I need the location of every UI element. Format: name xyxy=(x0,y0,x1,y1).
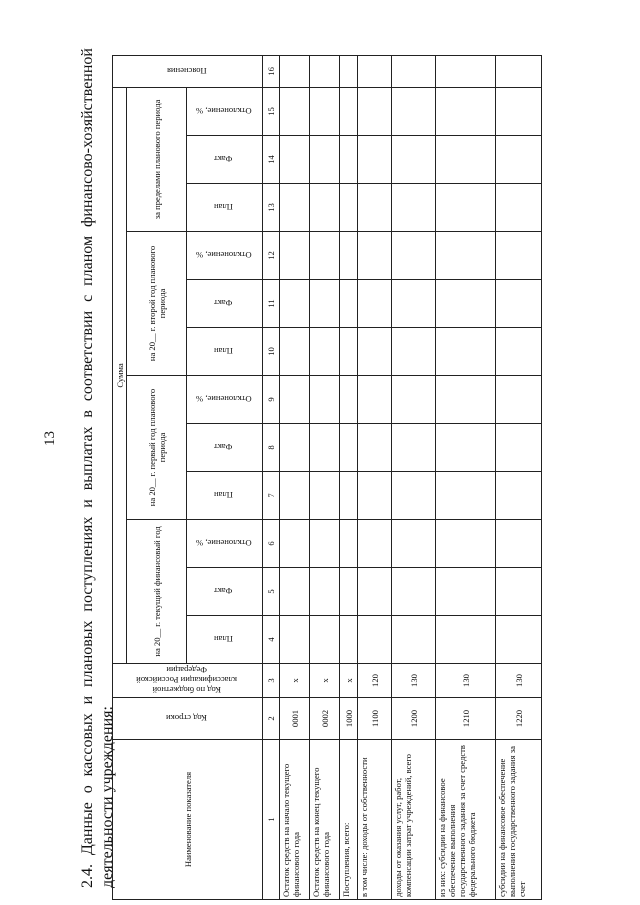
row-budget-code: x xyxy=(340,664,358,698)
value-cell[interactable] xyxy=(358,376,392,424)
col-number: 7 xyxy=(263,472,280,520)
header-budget-code xyxy=(113,664,263,698)
col-number: 16 xyxy=(263,55,280,87)
value-cell[interactable] xyxy=(340,328,358,376)
col-number: 1 xyxy=(263,740,280,900)
table-row xyxy=(310,55,340,899)
header-notes-text: Пояснения xyxy=(166,66,207,77)
value-cell[interactable] xyxy=(496,568,542,616)
row-name: из них: субсидии на финансовое обеспечение выполнения государственного задания за счет средств федерального бюджета xyxy=(436,740,496,900)
value-cell[interactable] xyxy=(358,87,392,135)
value-cell[interactable] xyxy=(358,55,392,87)
value-cell[interactable] xyxy=(392,55,436,87)
value-cell[interactable] xyxy=(340,424,358,472)
value-cell[interactable] xyxy=(392,87,436,135)
header-deviation xyxy=(187,520,263,568)
col-number: 14 xyxy=(263,136,280,184)
table-row xyxy=(436,55,496,899)
plan-label: План xyxy=(214,490,233,501)
deviation-label: Отклонение, % xyxy=(195,538,252,549)
value-cell[interactable] xyxy=(340,136,358,184)
col-number: 11 xyxy=(263,280,280,328)
value-cell[interactable] xyxy=(436,472,496,520)
header-period-1: на 20__ г. текущий финансовый год xyxy=(127,520,187,664)
value-cell[interactable] xyxy=(358,520,392,568)
cash-flow-table xyxy=(112,55,542,900)
header-plan xyxy=(187,184,263,232)
value-cell[interactable] xyxy=(340,55,358,87)
value-cell[interactable] xyxy=(340,520,358,568)
value-cell[interactable] xyxy=(358,136,392,184)
plan-label: План xyxy=(214,202,233,213)
header-fact xyxy=(187,568,263,616)
header-budget-code-text: Код по бюджетной классификации Российской Федерации xyxy=(136,665,237,695)
value-cell[interactable] xyxy=(340,232,358,280)
value-cell[interactable] xyxy=(280,520,310,568)
table-body xyxy=(280,55,542,899)
value-cell[interactable] xyxy=(310,87,340,135)
row-code: 0001 xyxy=(280,698,310,740)
row-code: 0002 xyxy=(310,698,340,740)
row-name: Остаток средств на начало текущего финансового года xyxy=(280,740,310,900)
plan-label: План xyxy=(214,346,233,357)
value-cell[interactable] xyxy=(436,616,496,664)
value-cell[interactable] xyxy=(310,520,340,568)
header-period-3: на 20__ г. второй год планового периода xyxy=(127,232,187,376)
value-cell[interactable] xyxy=(358,424,392,472)
fact-label: Факт xyxy=(214,586,233,597)
value-cell[interactable] xyxy=(310,424,340,472)
value-cell[interactable] xyxy=(436,568,496,616)
value-cell[interactable] xyxy=(392,616,436,664)
header-deviation xyxy=(187,87,263,135)
value-cell[interactable] xyxy=(496,328,542,376)
row-budget-code: x xyxy=(310,664,340,698)
value-cell[interactable] xyxy=(392,376,436,424)
value-cell[interactable] xyxy=(496,520,542,568)
row-name: доходы от оказания услуг, работ, компенсации затрат учреждений, всего xyxy=(392,740,436,900)
value-cell[interactable] xyxy=(310,472,340,520)
page-number: 13 xyxy=(42,431,58,446)
col-number: 8 xyxy=(263,424,280,472)
value-cell[interactable] xyxy=(358,280,392,328)
value-cell[interactable] xyxy=(280,184,310,232)
value-cell[interactable] xyxy=(358,328,392,376)
value-cell[interactable] xyxy=(340,280,358,328)
col-number: 15 xyxy=(263,87,280,135)
col-number: 4 xyxy=(263,616,280,664)
value-cell[interactable] xyxy=(358,568,392,616)
row-budget-code: 130 xyxy=(436,664,496,698)
table-row xyxy=(496,55,542,899)
row-budget-code: 130 xyxy=(392,664,436,698)
value-cell[interactable] xyxy=(280,232,310,280)
value-cell[interactable] xyxy=(496,472,542,520)
value-cell[interactable] xyxy=(436,280,496,328)
header-notes xyxy=(113,55,263,87)
value-cell[interactable] xyxy=(310,55,340,87)
value-cell[interactable] xyxy=(496,376,542,424)
value-cell[interactable] xyxy=(340,184,358,232)
value-cell[interactable] xyxy=(340,87,358,135)
col-number: 5 xyxy=(263,568,280,616)
value-cell[interactable] xyxy=(392,328,436,376)
value-cell[interactable] xyxy=(310,616,340,664)
header-plan xyxy=(187,616,263,664)
table-row xyxy=(340,55,358,899)
value-cell[interactable] xyxy=(392,280,436,328)
header-fact xyxy=(187,280,263,328)
value-cell[interactable] xyxy=(436,136,496,184)
row-code: 1210 xyxy=(436,698,496,740)
value-cell[interactable] xyxy=(496,424,542,472)
row-name: Остаток средств на конец текущего финансового года xyxy=(310,740,340,900)
value-cell[interactable] xyxy=(436,184,496,232)
value-cell[interactable] xyxy=(358,472,392,520)
row-budget-code: 120 xyxy=(358,664,392,698)
value-cell[interactable] xyxy=(358,616,392,664)
value-cell[interactable] xyxy=(436,87,496,135)
value-cell[interactable] xyxy=(496,184,542,232)
value-cell[interactable] xyxy=(280,55,310,87)
value-cell[interactable] xyxy=(392,232,436,280)
value-cell[interactable] xyxy=(436,55,496,87)
value-cell[interactable] xyxy=(280,376,310,424)
value-cell[interactable] xyxy=(280,568,310,616)
value-cell[interactable] xyxy=(310,232,340,280)
value-cell[interactable] xyxy=(436,232,496,280)
fact-label: Факт xyxy=(214,154,233,165)
header-code-line xyxy=(113,698,263,740)
value-cell[interactable] xyxy=(310,328,340,376)
col-number: 3 xyxy=(263,664,280,698)
value-cell[interactable] xyxy=(496,616,542,664)
table-row xyxy=(280,55,310,899)
fact-label: Факт xyxy=(214,442,233,453)
value-cell[interactable] xyxy=(358,232,392,280)
value-cell[interactable] xyxy=(496,136,542,184)
value-cell[interactable] xyxy=(340,376,358,424)
header-plan xyxy=(187,472,263,520)
heading-line-2: деятельности учреждения: xyxy=(99,706,116,888)
value-cell[interactable] xyxy=(280,424,310,472)
row-code: 1200 xyxy=(392,698,436,740)
col-number: 10 xyxy=(263,328,280,376)
row-code: 1220 xyxy=(496,698,542,740)
value-cell[interactable] xyxy=(436,520,496,568)
row-code: 1000 xyxy=(340,698,358,740)
table-row xyxy=(392,55,436,899)
header-period-4: за пределами планового периода xyxy=(127,87,187,231)
value-cell[interactable] xyxy=(392,424,436,472)
deviation-label: Отклонение, % xyxy=(195,106,252,117)
value-cell[interactable] xyxy=(280,87,310,135)
col-number: 9 xyxy=(263,376,280,424)
value-cell[interactable] xyxy=(340,472,358,520)
value-cell[interactable] xyxy=(392,136,436,184)
row-name: Поступления, всего: xyxy=(340,740,358,900)
value-cell[interactable] xyxy=(358,184,392,232)
value-cell[interactable] xyxy=(496,232,542,280)
value-cell[interactable] xyxy=(280,328,310,376)
col-number: 13 xyxy=(263,184,280,232)
header-plan xyxy=(187,328,263,376)
value-cell[interactable] xyxy=(340,616,358,664)
col-number: 12 xyxy=(263,232,280,280)
value-cell[interactable] xyxy=(280,136,310,184)
heading-line-1: 2.4. Данные о кассовых и плановых поступлениях и выплатах в соответствии с планом финансово-хозяйственной xyxy=(79,48,96,888)
row-name: в том числе: доходы от собственности xyxy=(358,740,392,900)
value-cell[interactable] xyxy=(310,184,340,232)
table-row xyxy=(358,55,392,899)
value-cell[interactable] xyxy=(392,472,436,520)
value-cell[interactable] xyxy=(392,568,436,616)
col-number: 2 xyxy=(263,698,280,740)
value-cell[interactable] xyxy=(310,280,340,328)
row-name: субсидии на финансовое обеспечение выполнения государственного задания за счет xyxy=(496,740,542,900)
header-sum: Сумма xyxy=(113,87,127,663)
deviation-label: Отклонение, % xyxy=(195,394,252,405)
row-budget-code: x xyxy=(280,664,310,698)
col-number: 6 xyxy=(263,520,280,568)
table-rotated-container xyxy=(112,60,622,900)
header-deviation xyxy=(187,232,263,280)
header-period-2: на 20__ г. первый год планового периода xyxy=(127,376,187,520)
header-code-line-text: Код строки xyxy=(166,713,207,724)
value-cell[interactable] xyxy=(310,568,340,616)
value-cell[interactable] xyxy=(280,616,310,664)
value-cell[interactable] xyxy=(496,87,542,135)
value-cell[interactable] xyxy=(496,280,542,328)
value-cell[interactable] xyxy=(340,568,358,616)
header-fact xyxy=(187,136,263,184)
fact-label: Факт xyxy=(214,298,233,309)
header-fact xyxy=(187,424,263,472)
deviation-label: Отклонение, % xyxy=(195,250,252,261)
header-deviation xyxy=(187,376,263,424)
value-cell[interactable] xyxy=(392,184,436,232)
value-cell[interactable] xyxy=(310,376,340,424)
value-cell[interactable] xyxy=(392,520,436,568)
plan-label: План xyxy=(214,634,233,645)
column-number-row xyxy=(263,55,280,899)
value-cell[interactable] xyxy=(496,55,542,87)
value-cell[interactable] xyxy=(436,376,496,424)
header-name: Наименование показателя xyxy=(113,740,263,900)
row-code: 1100 xyxy=(358,698,392,740)
value-cell[interactable] xyxy=(280,472,310,520)
row-budget-code: 130 xyxy=(496,664,542,698)
value-cell[interactable] xyxy=(310,136,340,184)
value-cell[interactable] xyxy=(280,280,310,328)
value-cell[interactable] xyxy=(436,424,496,472)
value-cell[interactable] xyxy=(436,328,496,376)
